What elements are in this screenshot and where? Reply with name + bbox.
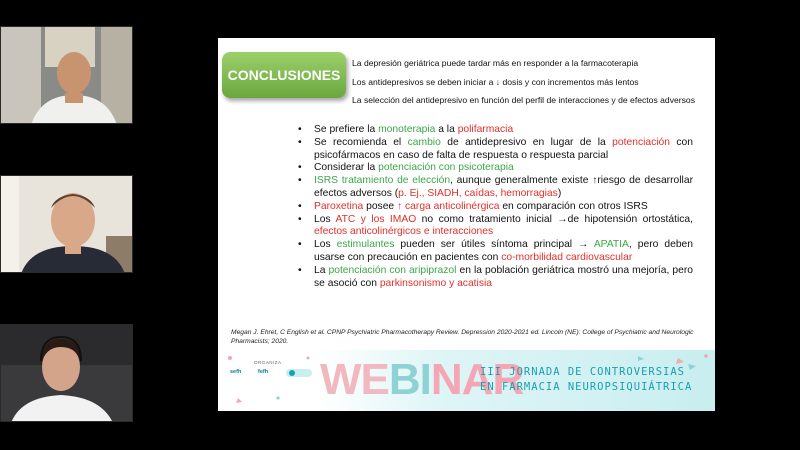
conclusiones-header: CONCLUSIONES: [222, 52, 346, 98]
list-item: • Los ATC y los IMAO no como tratamiento inicial →de hipotensión ortostática, efectos anticolinérgicos e interacciones: [296, 214, 693, 240]
list-item: • Se recomienda el cambio de antidepresivo en lugar de la potenciación con psicofármacos en caso de falta de respuesta o respuesta parcial: [296, 137, 693, 163]
list-item: • Paroxetina posee ↑ carga anticolinérgica en comparación con otros ISRS: [296, 201, 693, 214]
jornada-line-1: III JORNADA DE CONTROVERSIAS: [480, 366, 686, 378]
participant-video-3[interactable]: [0, 324, 133, 422]
sefh-logo: sefh: [230, 369, 242, 375]
webinar-banner: [218, 350, 715, 411]
citation: Megan J. Ehret, C English et al. CPNP Psychiatric Pharmacotherapy Review. Depression 2020-2021 ed. Lincoln (NE): College of Psychiatric and Neurologic Pharmacists; 2020.: [231, 329, 694, 345]
list-item: • Se prefiere la monoterapia a la polifarmacia: [296, 124, 693, 137]
list-item: • La potenciación con aripiprazol en la población geriátrica mostró una mejoría, pero se asoció con parkinsonismo y acatisia: [296, 265, 693, 291]
participant-video-2[interactable]: [0, 175, 133, 273]
summary-line-3: La selección del antidepresivo en función del perfil de interacciones y de efectos adversos: [352, 95, 696, 105]
summary-line-1: La depresión geriátrica puede tardar más en responder a la farmacoterapia: [352, 58, 639, 68]
society-logo-icon: [286, 367, 312, 379]
summary-line-2: Los antidepresivos se deben iniciar a ↓ dosis y con incrementos más lentos: [352, 77, 639, 87]
list-item: • ISRS tratamiento de elección, aunque generalmente existe ↑riesgo de desarrollar efectos adversos (p. Ej., SIADH, caídas, hemorragias): [296, 175, 693, 201]
conclusions-list: [296, 124, 693, 290]
list-item: • Considerar la potenciación con psicoterapia: [296, 162, 693, 175]
webinar-title-part: BI: [388, 355, 431, 404]
webinar-title: [320, 355, 523, 405]
webinar-title-part: NAR: [430, 355, 524, 404]
list-item: • Los estimulantes pueden ser útiles síntoma principal → APATIA, pero deben usarse con precaución en pacientes con co-morbilidad cardiovascular: [296, 239, 693, 265]
jornada-line-2: EN FARMACIA NEUROPSIQUIÁTRICA: [480, 381, 693, 393]
shared-slide: [218, 38, 715, 411]
fefh-logo: fefh: [258, 369, 269, 375]
organiza-label: ORGANIZA: [254, 360, 282, 365]
webinar-title-part: WE: [320, 355, 389, 404]
participant-video-1[interactable]: [0, 26, 133, 124]
